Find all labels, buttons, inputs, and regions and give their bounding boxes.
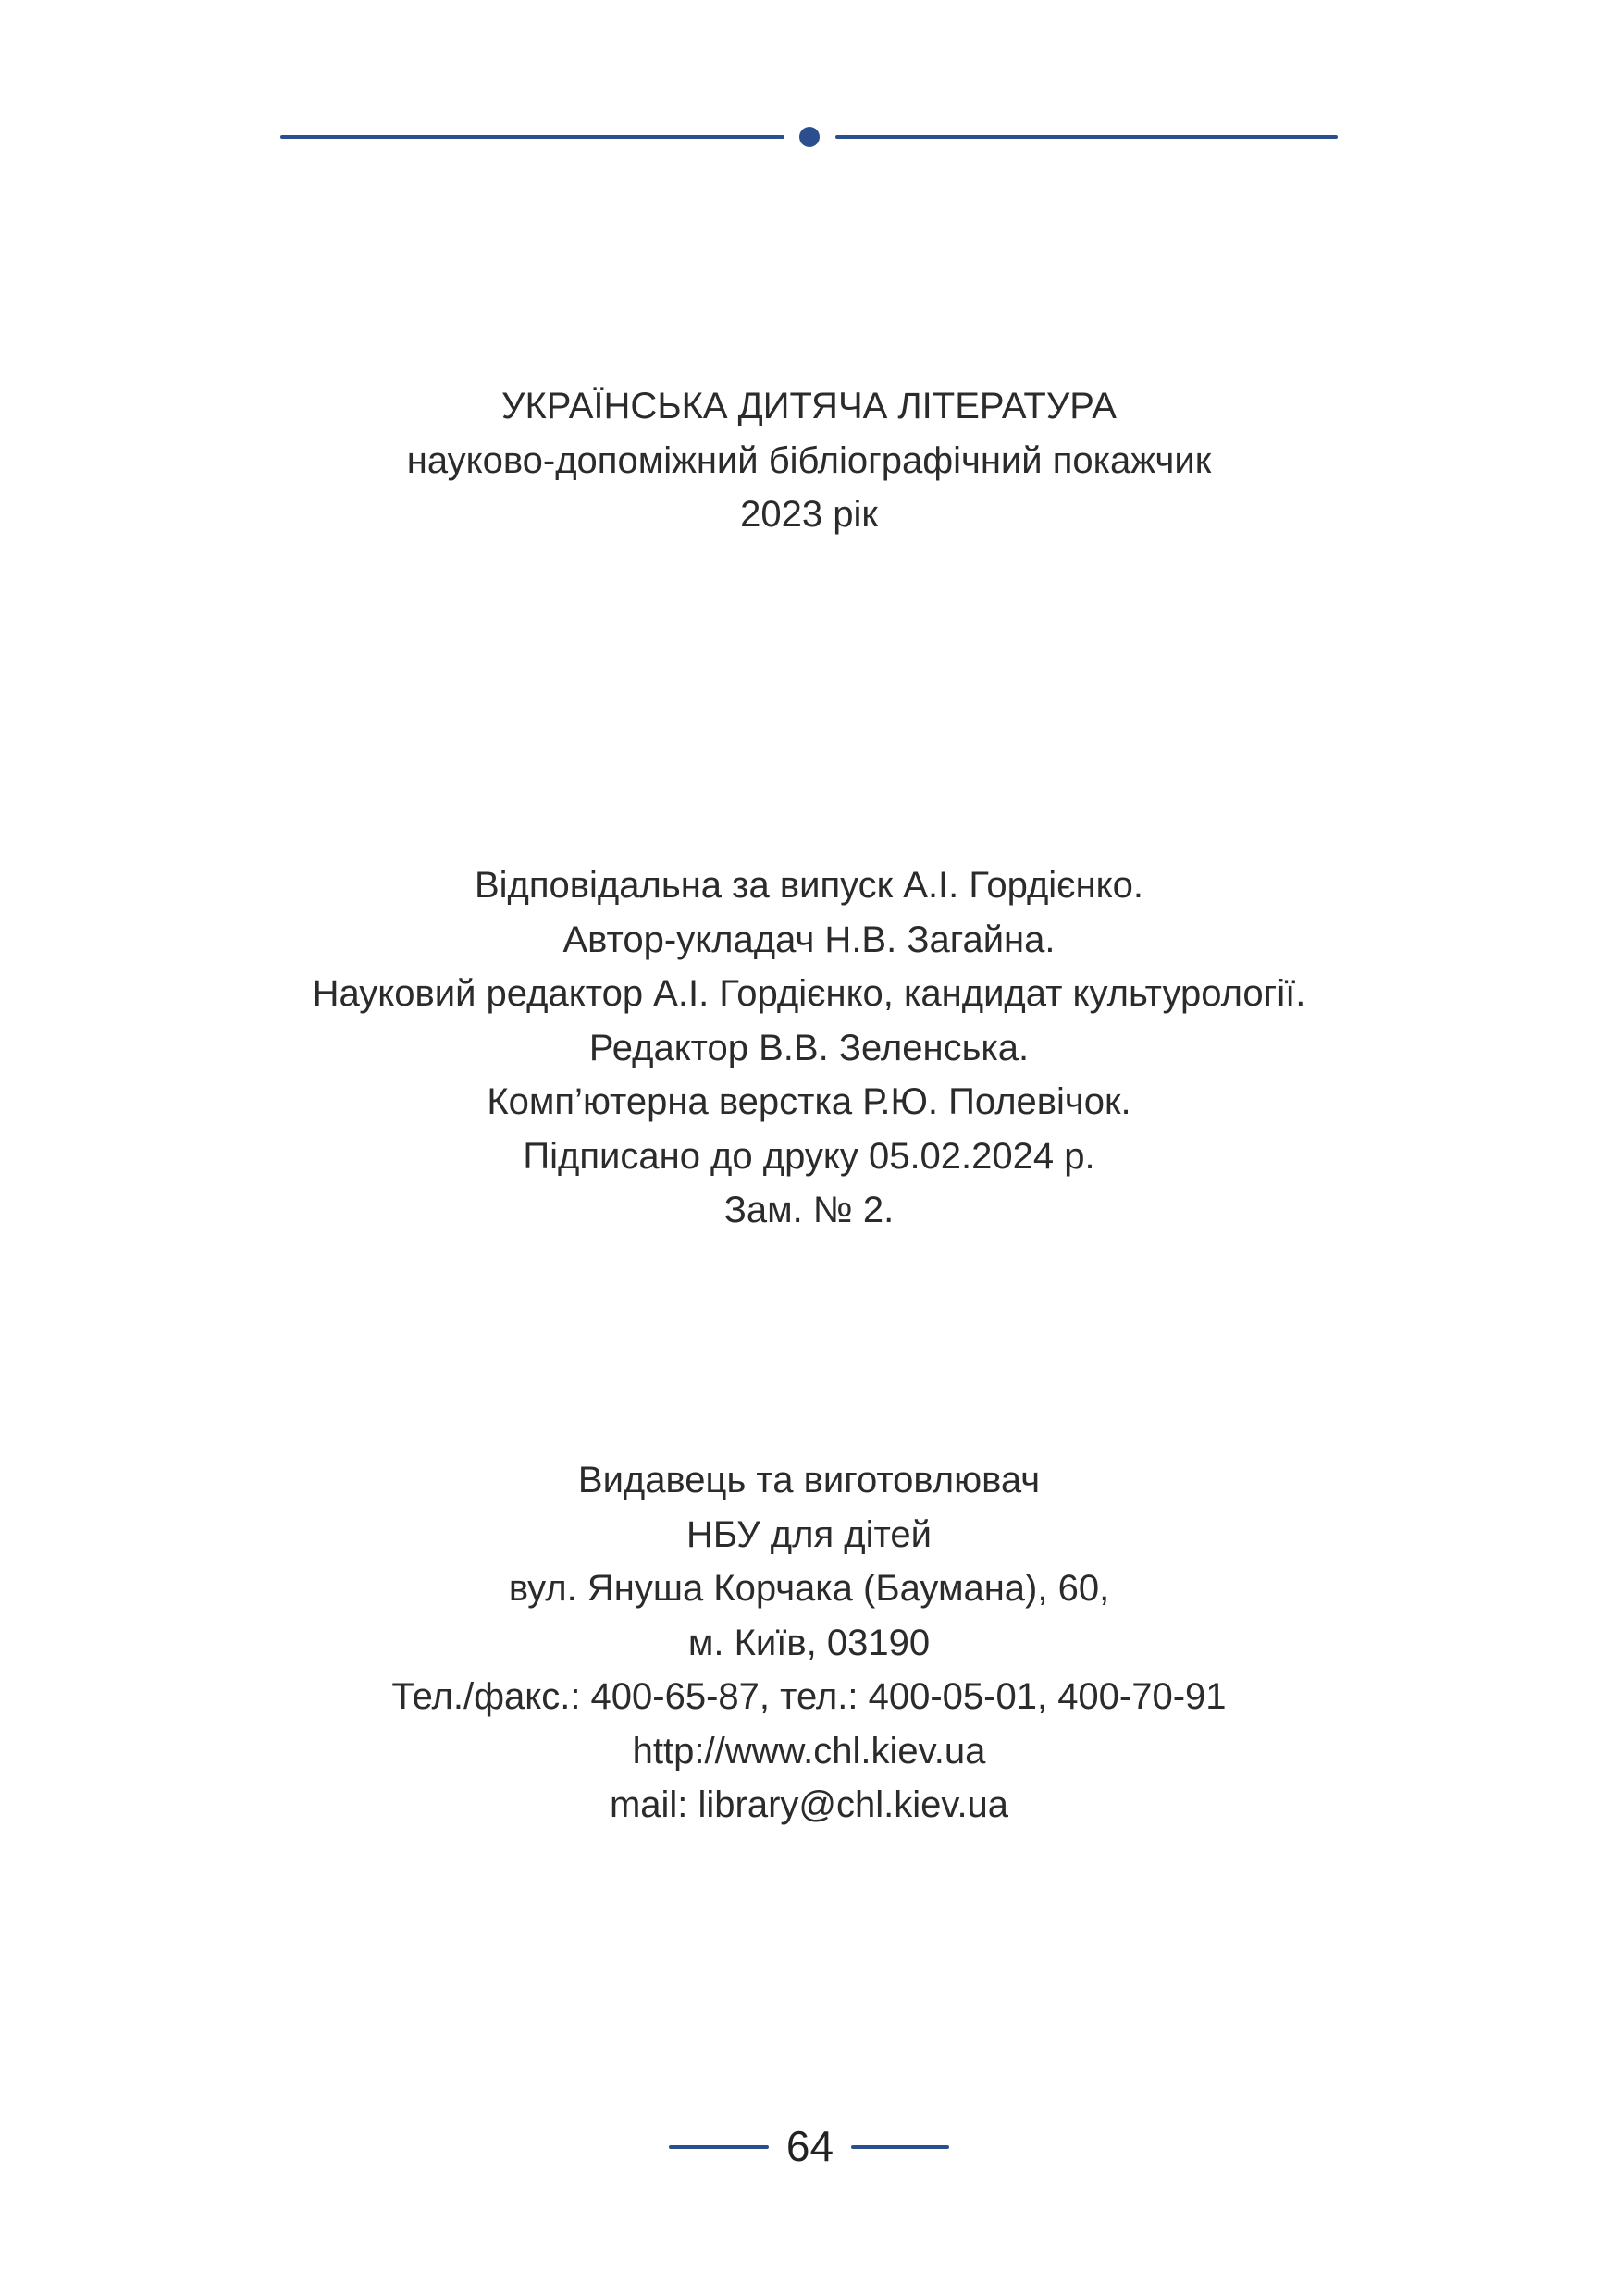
publisher-email: mail: library@chl.kiev.ua (609, 1784, 1009, 1825)
publication-subtitle: науково-допоміжний бібліографічний покажчик (406, 439, 1212, 481)
credit-line: Підписано до друку 05.02.2024 р. (523, 1135, 1095, 1177)
publisher-line: НБУ для дітей (686, 1513, 932, 1555)
credit-line: Науковий редактор А.І. Гордієнко, кандидат культурології. (312, 973, 1306, 1014)
publisher-line: вул. Януша Корчака (Баумана), 60, (508, 1568, 1110, 1609)
top-divider-dot (799, 127, 820, 147)
publisher-line: Тел./факс.: 400-65-87, тел.: 400-05-01, 400-70-91 (391, 1676, 1227, 1717)
credit-line: Зам. № 2. (723, 1190, 895, 1230)
publication-title: УКРАЇНСЬКА ДИТЯЧА ЛІТЕРАТУРА (501, 386, 1117, 426)
credit-line: Відповідальна за випуск А.І. Гордієнко. (474, 865, 1143, 906)
page-number: 64 (785, 2122, 834, 2170)
title-block (0, 379, 1618, 542)
top-divider-right-line (835, 135, 1338, 139)
publisher-line: м. Київ, 03190 (687, 1622, 931, 1663)
credits-block (0, 858, 1618, 1238)
credit-line: Комп’ютерна верстка Р.Ю. Полевічок. (487, 1081, 1131, 1122)
page-number-right-line (851, 2145, 949, 2149)
publisher-website: http://www.chl.kiev.ua (632, 1730, 986, 1771)
publisher-line: Видавець та виготовлювач (577, 1460, 1041, 1500)
top-divider (280, 128, 1338, 146)
credit-line: Редактор В.В. Зеленська. (588, 1027, 1030, 1068)
page-number-left-line (669, 2145, 769, 2149)
publisher-block (0, 1453, 1618, 1833)
page-number-footer (666, 2118, 952, 2174)
publication-year: 2023 рік (740, 494, 878, 535)
credit-line: Автор-укладач Н.В. Загайна. (562, 919, 1056, 960)
top-divider-left-line (280, 135, 784, 139)
